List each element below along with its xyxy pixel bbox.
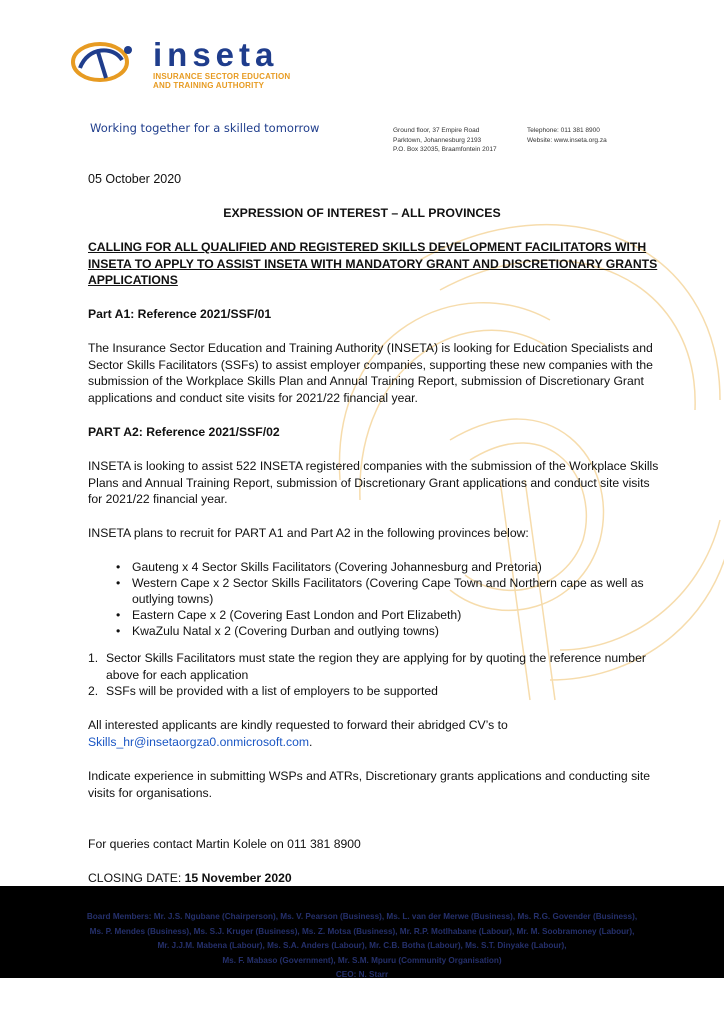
closing-label: CLOSING DATE: — [88, 871, 185, 885]
queries-paragraph: For queries contact Martin Kolele on 011 381 8900 — [88, 837, 361, 851]
footer-line: Ms. F. Mabaso (Government), Mr. S.M. Mpuru (Community Organisation) — [222, 955, 502, 965]
part-a1-paragraph: The Insurance Sector Education and Training Authority (INSETA) is looking for Education Specialists and Sector Skills Facilitators (SSFs) to assist employer companies, supporting these new companies with the submission of the Workplace Skills Plan and Annual Training Report, submission of Discretionary Grant applications and conduct site visits for 2021/22 financial year. — [88, 341, 653, 405]
telephone: Telephone: 011 381 8900 — [527, 127, 600, 134]
letter-date: 05 October 2020 — [88, 172, 182, 186]
tagline: Working together for a skilled tomorrow — [90, 121, 320, 135]
numbered-list — [88, 650, 660, 700]
board-label: Board Members: — [86, 912, 152, 921]
brand-name: inseta — [153, 36, 279, 73]
address-line: P.O. Box 32035, Braamfontein 2017 — [393, 146, 497, 153]
list-item: • Western Cape x 2 Sector Skills Facilitators (Covering Cape Town and Northern cape as well as outlying towns) — [88, 575, 660, 607]
plans-paragraph: INSETA plans to recruit for PART A1 and Part A2 in the following provinces below: — [88, 526, 529, 540]
address-line: Parktown, Johannesburg 2193 — [393, 136, 482, 144]
apply-end: . — [309, 734, 313, 749]
website: Website: www.inseta.org.za — [527, 136, 607, 144]
document-title: EXPRESSION OF INTEREST – ALL PROVINCES — [223, 206, 501, 220]
list-item: • KwaZulu Natal x 2 (Covering Durban and outlying towns) — [88, 623, 660, 639]
list-item — [88, 650, 660, 683]
footer-board-members — [0, 886, 724, 978]
list-item: • Eastern Cape x 2 (Covering East London and Port Elizabeth) — [88, 607, 660, 623]
brand-sub-line2: AND TRAINING AUTHORITY — [153, 81, 265, 90]
address-line: Ground floor, 37 Empire Road — [393, 127, 480, 134]
inseta-logo — [70, 38, 138, 84]
apply-email-line — [88, 734, 660, 751]
list-item — [88, 683, 660, 700]
closing-date-value: 15 November 2020 — [184, 871, 292, 885]
brand-block — [153, 38, 290, 90]
footer-ceo: CEO: N. Starr — [335, 970, 389, 979]
part-a1-heading: Part A1: Reference 2021/SSF/01 — [88, 307, 272, 321]
email-link[interactable]: Skills_hr@insetaorgza0.onmicrosoft.com — [88, 734, 309, 749]
brand-sub-line1: INSURANCE SECTOR EDUCATION — [153, 72, 291, 81]
footer-line — [0, 910, 724, 925]
calling-heading: CALLING FOR ALL QUALIFIED AND REGISTERED SKILLS DEVELOPMENT FACILITATORS WITH INSETA TO APPLY TO ASSIST INSETA WITH MANDATORY GRANT AND DISCRETIONARY GRANTS APPLICATIONS — [88, 240, 658, 287]
apply-text: All interested applicants are kindly requested to forward their abridged CV’s to — [88, 718, 508, 732]
list-item: • Gauteng x 4 Sector Skills Facilitators (Covering Johannesburg and Pretoria) — [88, 559, 660, 575]
address-block — [393, 126, 497, 155]
list-number: 1. — [88, 651, 99, 665]
indicate-paragraph: Indicate experience in submitting WSPs and ATRs, Discretionary grants applications and conducting site visits for organisations. — [88, 769, 651, 800]
footer-line: Mr. J.J.M. Mabena (Labour), Ms. S.A. Anders (Labour), Mr. C.B. Botha (Labour), Ms. S.T. Dinyake (Labour), — [157, 941, 567, 950]
province-list — [88, 559, 660, 639]
contact-block — [527, 126, 607, 145]
apply-paragraph — [88, 717, 660, 750]
list-text: Sector Skills Facilitators must state the region they are applying for by quoting the reference number above for each application — [106, 651, 646, 682]
footer-line: Ms. P. Mendes (Business), Ms. S.J. Kruger (Business), Ms. Z. Motsa (Business), Mr. R.P. Motlhabane (Labour), Mr. M. Soobramoney (Labour), — [89, 926, 635, 936]
list-text: SSFs will be provided with a list of employers to be supported — [106, 684, 438, 698]
part-a2-paragraph: INSETA is looking to assist 522 INSETA registered companies with the submission of the Workplace Skills Plans and Annual Training Report, submission of Discretionary Grant applications and conduct site visits for 2021/22 financial year. — [88, 459, 659, 506]
closing-date — [88, 870, 660, 887]
list-number: 2. — [88, 684, 99, 698]
part-a2-heading: PART A2: Reference 2021/SSF/02 — [88, 425, 280, 439]
board-line1: Mr. J.S. Ngubane (Chairperson), Ms. V. Pearson (Business), Ms. L. van der Merwe (Business), Ms. R.G. Govender (Business), — [151, 912, 638, 921]
